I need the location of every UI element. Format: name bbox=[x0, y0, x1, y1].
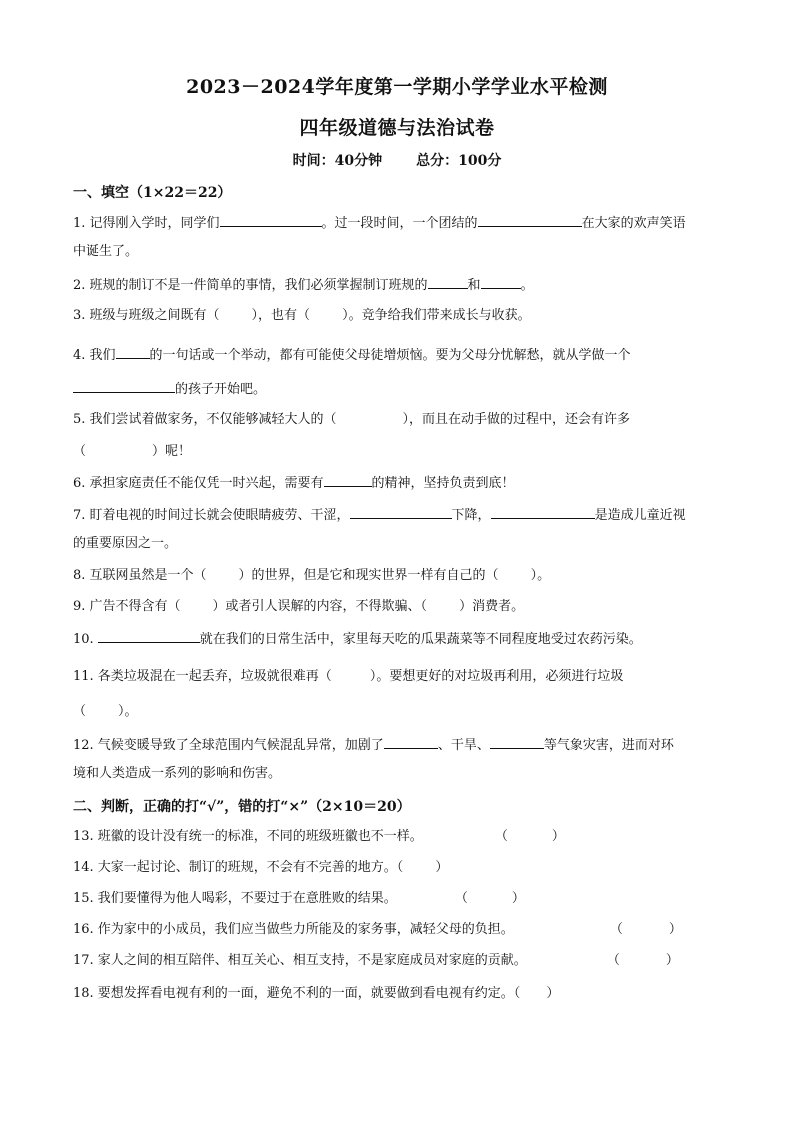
question-2: 2. 班规的制订不是一件简单的事情，我们必须掌握制订班规的 和 。 bbox=[73, 275, 534, 295]
blank[interactable] bbox=[481, 275, 521, 289]
blank[interactable] bbox=[73, 379, 175, 393]
question-8: 8. 互联网虽然是一个（ ）的世界，但是它和现实世界一样有自己的（ ）。 bbox=[73, 568, 551, 583]
question-12-line-2: 境和人类造成一系列的影响和伤害。 bbox=[73, 766, 282, 781]
question-10: 10. 就在我们的日常生活中，家里每天吃的瓜果蔬菜等不同程度地受过农药污染。 bbox=[73, 629, 642, 649]
blank[interactable] bbox=[220, 213, 322, 227]
exam-meta bbox=[0, 150, 794, 170]
blank[interactable] bbox=[384, 735, 438, 749]
exam-subtitle: 四年级道德与法治试卷 bbox=[299, 117, 495, 139]
question-5-line-2: （ ）呢！ bbox=[73, 444, 192, 459]
blank[interactable] bbox=[490, 735, 544, 749]
question-17: 17. 家人之间的相互陪伴、相互关心、相互支持，不是家庭成员对家庭的贡献。 （ ） bbox=[73, 953, 679, 968]
question-15: 15. 我们要懂得为他人喝彩，不要过于在意胜败的结果。 （ ） bbox=[73, 891, 525, 906]
blank[interactable] bbox=[428, 275, 468, 289]
question-18: 18. 要想发挥看电视有利的一面，避免不利的一面，就要做到看电视有约定。（ ） bbox=[73, 986, 560, 1001]
section-1-heading: 一、填空（1×22＝22） bbox=[73, 185, 232, 201]
blank[interactable] bbox=[491, 505, 595, 519]
question-16: 16. 作为家中的小成员，我们应当做些力所能及的家务事，减轻父母的负担。 （ ） bbox=[73, 922, 682, 937]
time-label: 时间：40分钟 bbox=[292, 153, 383, 169]
question-4-line-2: 的孩子开始吧。 bbox=[73, 379, 266, 399]
question-7-line-1: 7. 盯着电视的时间过长就会使眼睛疲劳、干涩， 下降， 是造成儿童近视 bbox=[73, 505, 686, 525]
blank[interactable] bbox=[98, 629, 200, 643]
question-14: 14. 大家一起讨论、制订的班规，不会有不完善的地方。（ ） bbox=[73, 860, 449, 875]
question-7-line-2: 的重要原因之一。 bbox=[73, 536, 178, 551]
blank[interactable] bbox=[350, 505, 452, 519]
blank[interactable] bbox=[478, 213, 582, 227]
question-1-line-2: 中诞生了。 bbox=[73, 244, 139, 259]
question-4-line-1: 4. 我们 的一句话或一个举动，都有可能使父母徒增烦恼。要为父母分忧解愁，就从学做一个 bbox=[73, 345, 631, 365]
exam-title: 2023－2024学年度第一学期小学学业水平检测 bbox=[186, 76, 608, 98]
question-9: 9. 广告不得含有（ ）或者引人误解的内容，不得欺骗、（ ）消费者。 bbox=[73, 599, 525, 614]
question-11-line-1: 11. 各类垃圾混在一起丢弃，垃圾就很难再（ ）。要想更好的对垃圾再利用，必须进行垃圾 bbox=[73, 669, 624, 684]
blank[interactable] bbox=[116, 345, 150, 359]
question-5-line-1: 5. 我们尝试着做家务，不仅能够减轻大人的（ ），而且在动手做的过程中，还会有许多 bbox=[73, 412, 631, 427]
question-3: 3. 班级与班级之间既有（ ），也有（ ）。竞争给我们带来成长与收获。 bbox=[73, 308, 531, 323]
question-11-line-2: （ ）。 bbox=[73, 704, 138, 719]
question-12-line-1: 12. 气候变暖导致了全球范围内气候混乱异常，加剧了 、干旱、 等气象灾害，进而对环 bbox=[73, 735, 674, 755]
section-2-heading: 二、判断，正确的打“√”，错的打“×”（2×10＝20） bbox=[73, 799, 411, 815]
blank[interactable] bbox=[324, 473, 372, 487]
question-13: 13. 班徽的设计没有统一的标准，不同的班级班徽也不一样。 （ ） bbox=[73, 829, 565, 844]
question-6: 6. 承担家庭责任不能仅凭一时兴起，需要有 的精神，坚持负责到底！ bbox=[73, 473, 515, 493]
question-1-line-1: 1. 记得刚入学时，同学们 。过一段时间，一个团结的 在大家的欢声笑语 bbox=[73, 213, 686, 233]
score-label: 总分：100分 bbox=[416, 153, 502, 169]
